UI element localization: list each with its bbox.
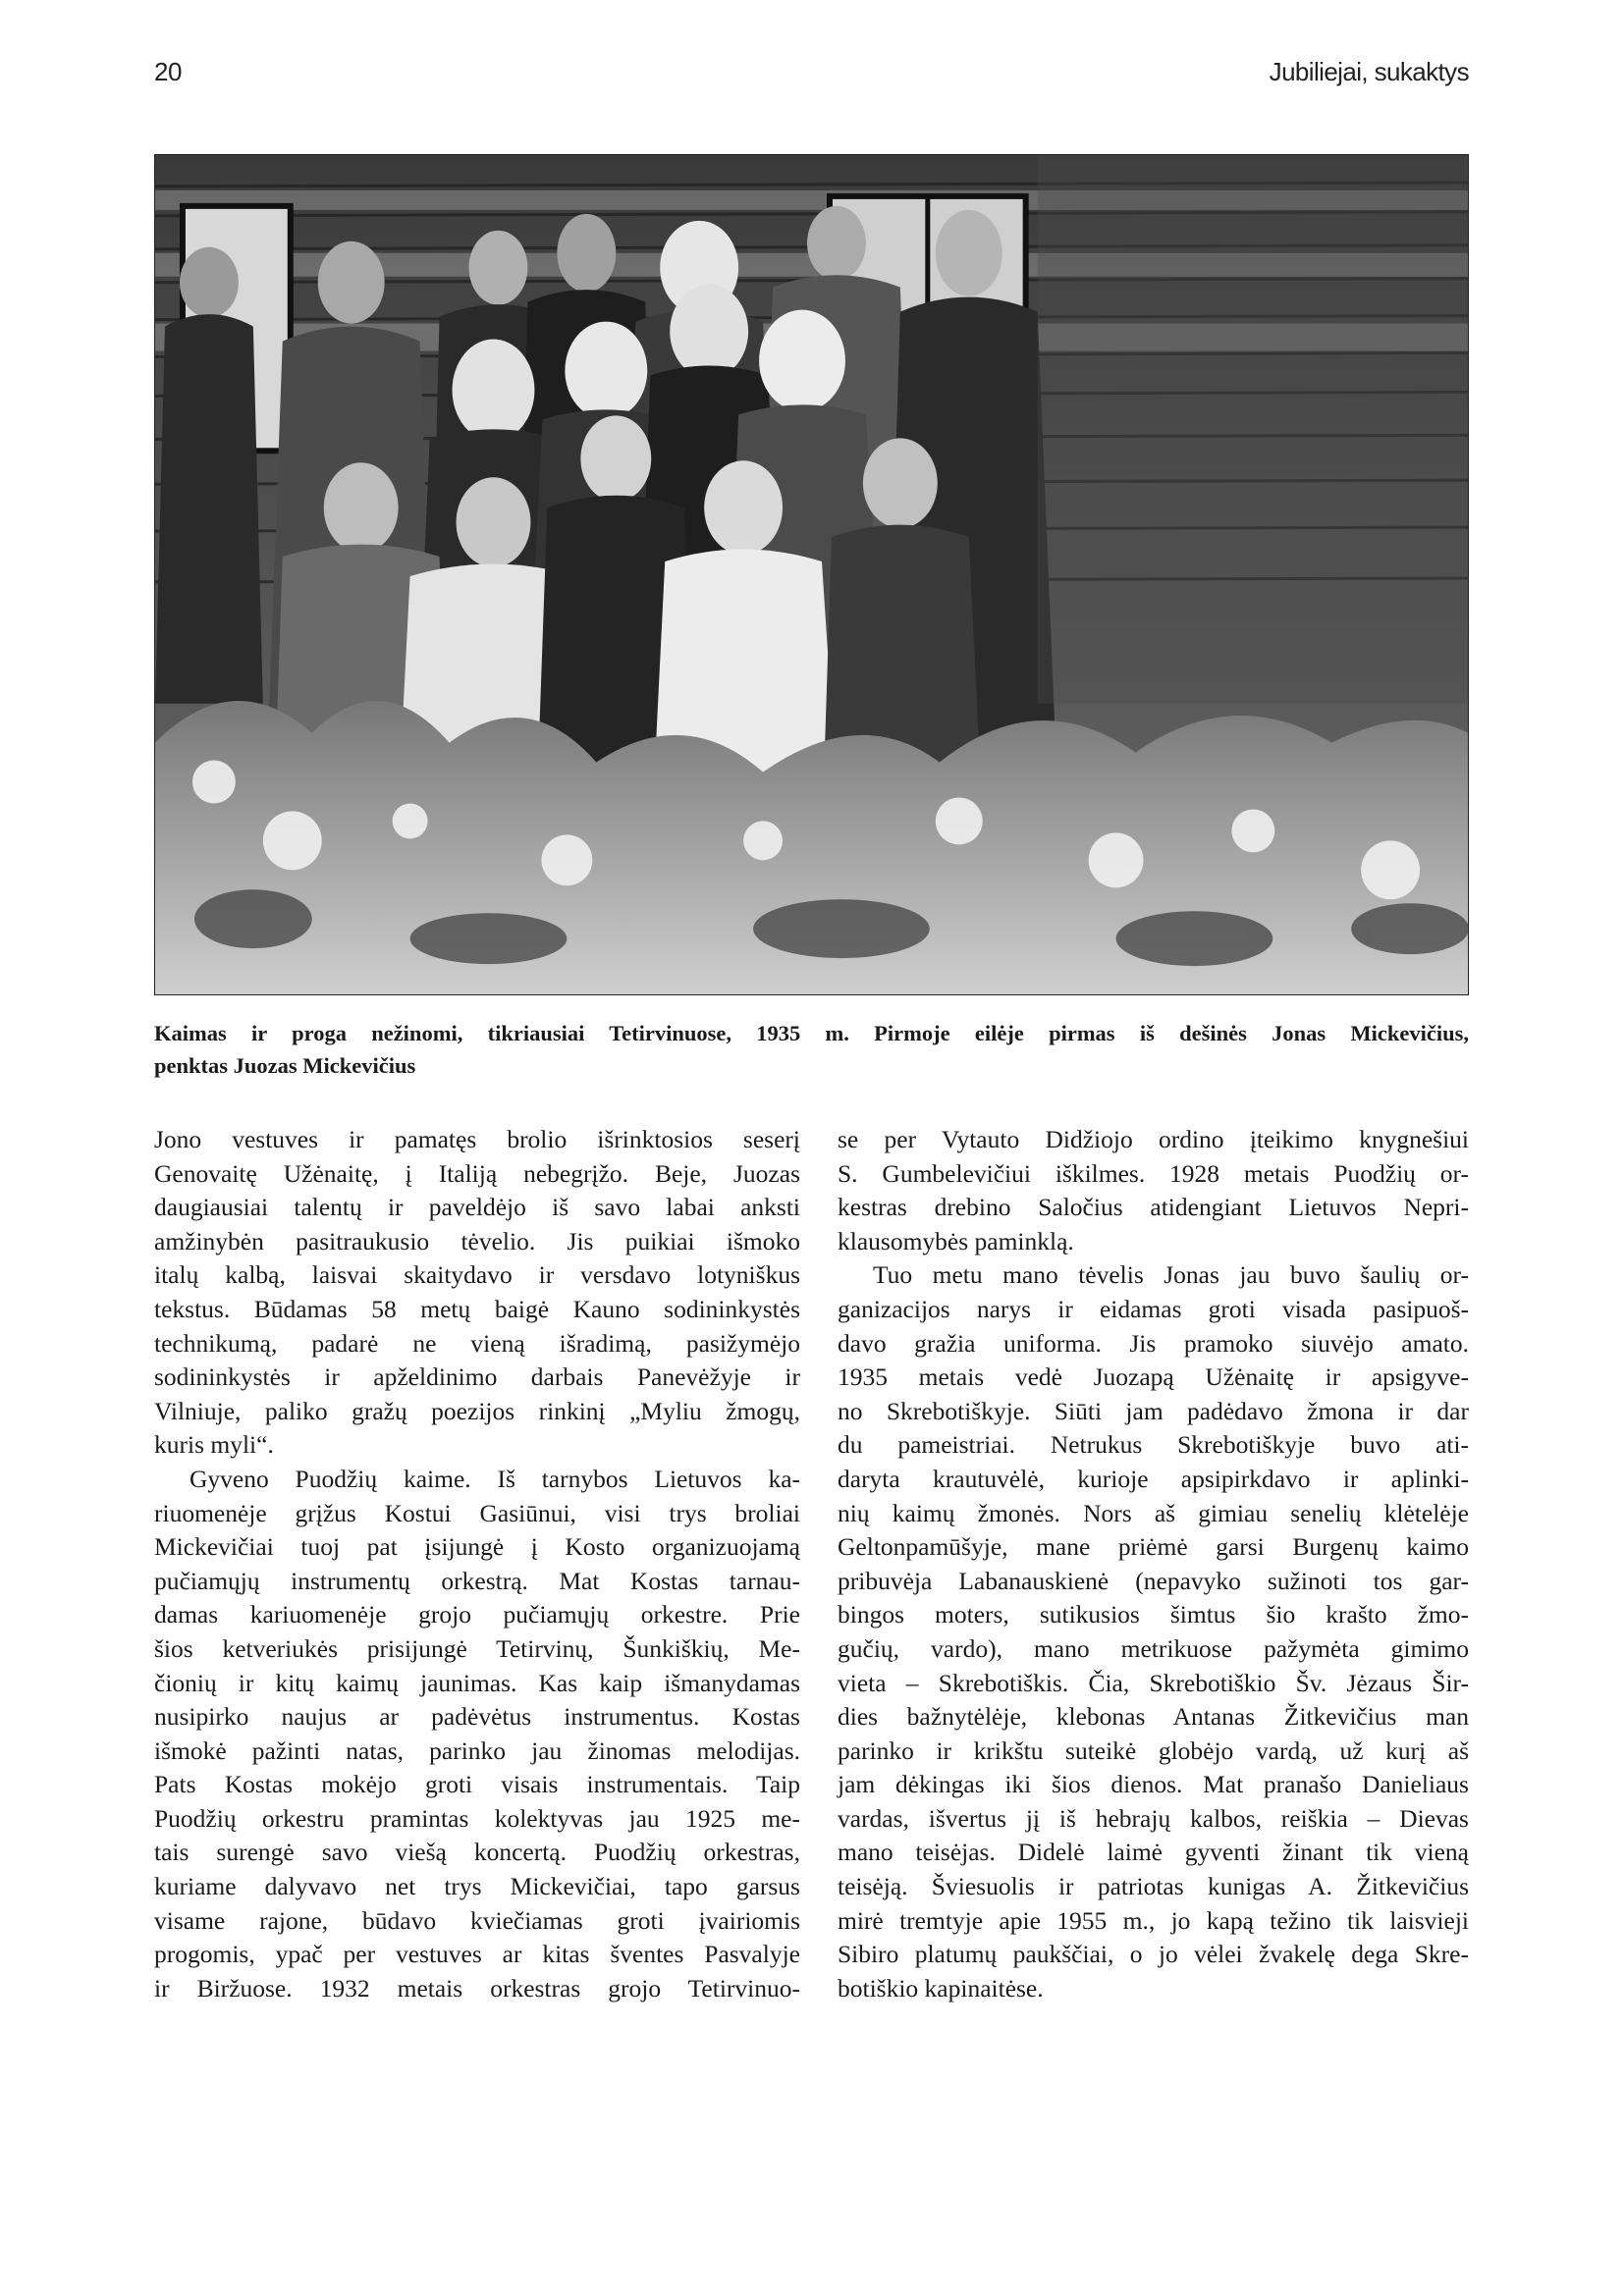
text-line: dies bažnytėlėje, klebonas Antanas Žitkevičius man <box>838 1702 1469 1732</box>
text-line: klausomybės paminklą. <box>838 1226 1074 1255</box>
page-number: 20 <box>154 57 182 86</box>
right-text-column <box>838 1123 1469 2005</box>
text-line: Jono vestuves ir pamatęs brolio išrinktosios seserį <box>154 1125 800 1153</box>
text-line: vardas, išvertus jį iš hebrajų kalbos, reiškia – Dievas <box>838 1803 1469 1833</box>
text-line: mirė tremtyje apie 1955 m., jo kapą težino tik laisvieji <box>838 1905 1469 1935</box>
text-line: S. Gumbelevičiui iškilmes. 1928 metais Puodžių or- <box>838 1158 1469 1188</box>
text-line: ganizacijos narys ir eidamas groti visada pasipuoš- <box>838 1294 1469 1323</box>
section-title: Jubiliejai, sukaktys <box>1269 57 1469 86</box>
text-line: technikumą, padarė ne vieną išradimą, pasižymėjo <box>154 1328 800 1358</box>
text-line: Vilniuje, paliko gražų poezijos rinkinį „Myliu žmogų, <box>154 1396 800 1425</box>
text-line: Gyveno Puodžių kaime. Iš tarnybos Lietuvos ka- <box>189 1464 800 1493</box>
text-line: daugiausiai talentų ir paveldėjo iš savo labai anksti <box>154 1193 800 1222</box>
paragraph <box>154 1463 800 2006</box>
text-line: jam dėkingas iki šios dienos. Mat pranašo Danieliaus <box>838 1770 1469 1799</box>
text-line: se per Vytauto Didžiojo ordino įteikimo knygnešiui <box>838 1125 1469 1153</box>
text-line: damas kariuomenėje grojo pučiamųjų orkestre. Prie <box>154 1600 800 1629</box>
text-line: nusipirko naujus ar padėvėtus instrumentus. Kostas <box>154 1702 800 1732</box>
text-line: parinko ir krikštu suteikė globėjo vardą, už kurį aš <box>838 1735 1469 1765</box>
text-line: čionių ir kitų kaimų jaunimas. Kas kaip išmanydamas <box>154 1668 800 1697</box>
paragraph <box>838 1258 1469 2005</box>
text-line: mano teisėjas. Didelė laimė gyventi žinant tik vieną <box>838 1838 1469 1867</box>
running-header <box>154 57 1469 96</box>
paragraph <box>838 1123 1469 1258</box>
text-line: visame rajone, būdavo kviečiamas groti įvairiomis <box>154 1905 800 1935</box>
text-line: no Skrebotiškyje. Siūti jam padėdavo žmona ir dar <box>838 1396 1469 1425</box>
text-line: gučių, vardo), mano metrikuose pažymėta gimimo <box>838 1633 1469 1663</box>
caption-line: Kaimas ir proga nežinomi, tikriausiai Tetirvinuose, 1935 m. Pirmoje eilėje pirmas iš dešinės Jonas Mickevičius, <box>154 1021 1469 1045</box>
text-line: botiškio kapinaitėse. <box>838 1973 1044 2002</box>
photo-caption <box>154 1017 1469 1082</box>
text-line: Puodžių orkestru pramintas kolektyvas jau 1925 me- <box>154 1803 800 1833</box>
text-line: tais surengė savo viešą koncertą. Puodžių orkestras, <box>154 1838 800 1867</box>
text-line: teisėją. Šviesuolis ir patriotas kunigas A. Žitkevičius <box>838 1872 1469 1901</box>
text-line: daryta krautuvėlė, kurioje apsipirkdavo ir aplinki- <box>838 1464 1469 1493</box>
text-line: amžinybėn pasitraukusio tėvelio. Jis puikiai išmoko <box>154 1226 800 1255</box>
text-line: pučiamųjų instrumentų orkestrą. Mat Kostas tarnau- <box>154 1566 800 1595</box>
text-line: davo gražia uniforma. Jis pramoko siuvėjo amato. <box>838 1328 1469 1358</box>
photo-illustration <box>155 155 1468 994</box>
text-line: du pameistriai. Netrukus Skrebotiškyje buvo ati- <box>838 1430 1469 1460</box>
paragraph <box>154 1123 800 1463</box>
text-line: šios ketveriukės prisijungė Tetirvinų, Šunkiškių, Me- <box>154 1633 800 1663</box>
text-line: 1935 metais vedė Juozapą Užėnaitę ir apsigyve- <box>838 1362 1469 1392</box>
text-line: išmokė pažinti natas, parinko jau žinomas melodijas. <box>154 1735 800 1765</box>
text-line: Genovaitę Užėnaitę, į Italiją nebegrįžo. Beje, Juozas <box>154 1158 800 1188</box>
text-line: progomis, ypač per vestuves ar kitas šventes Pasvalyje <box>154 1940 800 1969</box>
text-line: nių kaimų žmonės. Nors aš gimiau senelių klėtelėje <box>838 1498 1469 1527</box>
text-line: italų kalbą, laisvai skaitydavo ir versdavo lotyniškus <box>154 1260 800 1290</box>
text-line: bingos moters, sutikusios šimtus šio krašto žmo- <box>838 1600 1469 1629</box>
text-line: pribuvėja Labanauskienė (nepavyko sužinoti tos gar- <box>838 1566 1469 1595</box>
text-line: tekstus. Būdamas 58 metų baigė Kauno sodininkystės <box>154 1294 800 1323</box>
text-line: Mickevičiai tuoj pat įsijungė į Kosto organizuojamą <box>154 1532 800 1562</box>
text-line: Tuo metu mano tėvelis Jonas jau buvo šaulių or- <box>873 1260 1469 1290</box>
text-line: Geltonpamūšyje, mane priėmė garsi Burgenų kaimo <box>838 1532 1469 1562</box>
text-line: Sibiro platumų paukščiai, o jo vėlei žvakelę dega Skre- <box>838 1940 1469 1969</box>
text-line: kestras drebino Saločius atidengiant Lietuvos Nepri- <box>838 1193 1469 1222</box>
text-line: Pats Kostas mokėjo groti visais instrumentais. Taip <box>154 1770 800 1799</box>
caption-line: penktas Juozas Mickevičius <box>154 1053 416 1078</box>
text-line: kuris myli“. <box>154 1430 274 1460</box>
text-line: vieta – Skrebotiškis. Čia, Skrebotiškio Šv. Jėzaus Šir- <box>838 1668 1469 1697</box>
group-photograph <box>154 154 1469 995</box>
text-line: sodininkystės ir apželdinimo darbais Panevėžyje ir <box>154 1362 800 1392</box>
text-line: ir Biržuose. 1932 metais orkestras grojo Tetirvinuo- <box>154 1973 800 2002</box>
left-text-column <box>154 1123 800 2005</box>
text-line: riuomenėje grįžus Kostui Gasiūnui, visi trys broliai <box>154 1498 800 1527</box>
text-line: kuriame dalyvavo net trys Mickevičiai, tapo garsus <box>154 1872 800 1901</box>
